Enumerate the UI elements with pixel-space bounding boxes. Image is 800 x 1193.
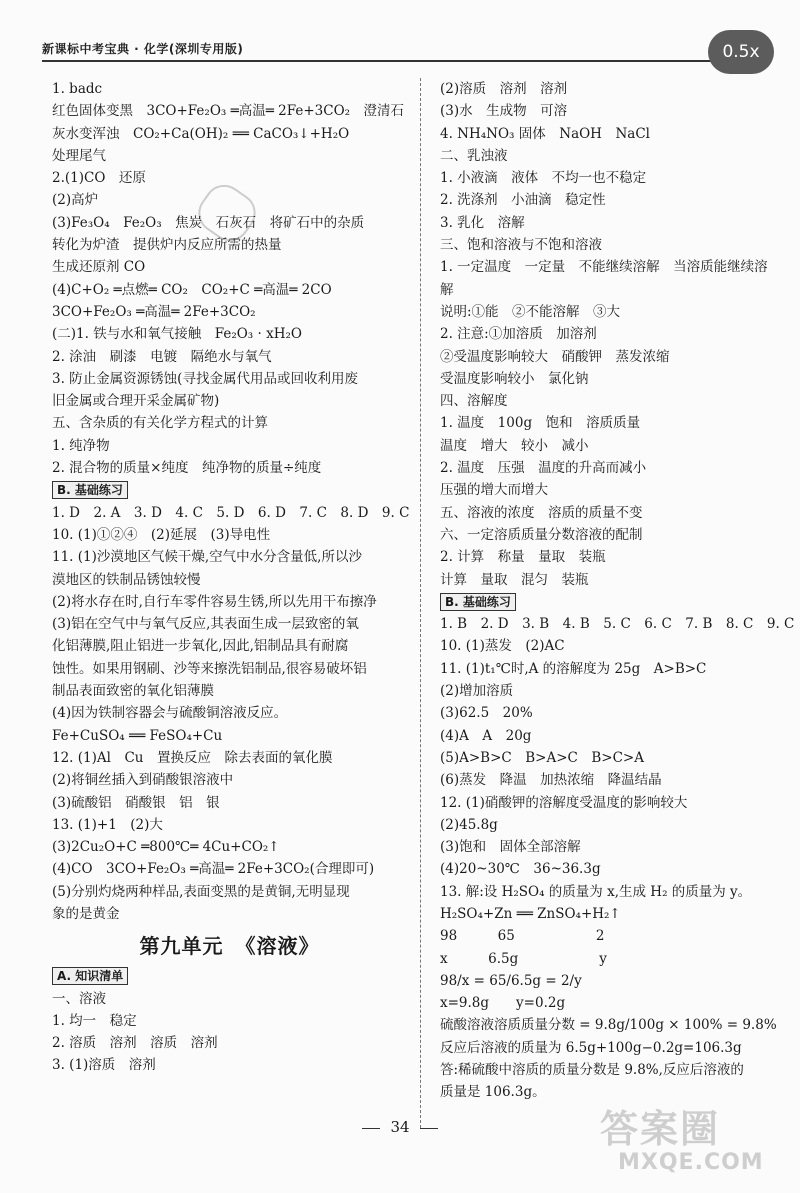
right-column-line: 六、一定溶质质量分数溶液的配制 [440,526,643,543]
left-column-line: 1. 纯净物 [52,437,110,454]
right-column-line: 说明:①能 ②不能溶解 ③大 [440,303,621,320]
right-column-line: 2. 注意:①加溶质 加溶剂 [440,326,597,343]
right-column-line: 四、溶解度 [440,393,508,410]
left-column-line: (2)将水存在时,自行车零件容易生锈,所以先用干布擦净 [52,593,377,610]
right-column-line: 二、乳浊液 [440,147,508,164]
left-column-line: 1. 均一 稳定 [52,1012,137,1029]
left-column-line: 13. (1)+1 (2)大 [52,816,163,833]
left-column-line: 3. (1)溶质 溶剂 [52,1057,156,1074]
left-column-line: 12. (1)Al Cu 置换反应 除去表面的氧化膜 [52,749,333,766]
right-column-line: 12. (1)硝酸钾的溶解度受温度的影响较大 [440,794,688,811]
right-column-line: x=9.8g y=0.2g [440,995,566,1012]
right-column-line: 压强的增大而增大 [440,482,548,499]
left-column-line: 漠地区的铁制品锈蚀较慢 [52,571,201,588]
left-column-line: (二)1. 铁与水和氧气接触 Fe₂O₃ · xH₂O [52,326,302,343]
left-column-line: (2)高炉 [52,192,99,209]
right-column-line: ②受温度影响较大 硝酸钾 蒸发浓缩 [440,348,670,365]
left-column-line: 象的是黄金 [52,905,120,922]
right-column-line: 98 65 2 [440,928,605,945]
column-divider [420,78,421,1128]
right-column-line: (2)溶质 溶剂 溶剂 [440,81,568,97]
right-column-line: 受温度影响较小 氯化钠 [440,370,589,387]
right-column-line: 反应后溶液的质量为 6.5g+100g−0.2g=106.3g [440,1039,742,1056]
left-column [52,78,410,1077]
right-column-line: 1. B 2. D 3. B 4. B 5. C 6. C 7. B 8. C 9. C [440,616,795,633]
right-column-line: 13. 解:设 H₂SO₄ 的质量为 x,生成 H₂ 的质量为 y。 [440,883,752,900]
unit-title-part: 第九单元 [139,934,224,959]
unit-title-part: 《溶液》 [235,934,320,959]
right-column [440,78,795,1104]
right-column-line: (3)62.5 20% [440,705,533,722]
right-column-line: x 6.5g y [440,950,607,967]
left-column-line: 一、溶液 [52,990,106,1007]
header-title: 新课标中考宝典 · 化学(深圳专用版) [42,42,244,56]
right-column-line: 4. NH₄NO₃ 固体 NaOH NaCl [440,125,650,142]
right-column-line: 质量是 106.3g。 [440,1084,546,1101]
zoom-level-badge[interactable]: 0.5x [708,30,774,74]
watermark-logo: 答案圈 [600,1107,721,1151]
left-column-line: (2)将铜丝插入到硝酸银溶液中 [52,772,234,789]
left-column-line: 转化为炉渣 提供炉内反应所需的热量 [52,237,282,254]
left-column-line: (5)分别灼烧两种样品,表面变黑的是黄铜,无明显现 [52,883,350,900]
section-tag-label: B. 基础练习 [440,593,516,611]
left-column-line: 1. D 2. A 3. D 4. C 5. D 6. D 7. C 8. D 9. C [52,504,410,521]
right-column-line: 2. 洗涤剂 小油滴 稳定性 [440,192,606,209]
left-column-line: (3)2Cu₂O+C ═800℃═ 4Cu+CO₂↑ [52,839,280,856]
right-column-line: 计算 量取 混匀 装瓶 [440,571,589,588]
right-column-line: 硫酸溶液溶质质量分数 = 9.8g/100g × 100% = 9.8% [440,1017,777,1034]
right-column-line: 温度 增大 较小 减小 [440,437,589,454]
right-column-line: (3)饱和 固体全部溶解 [440,839,581,856]
right-column-line: (5)A>B>C B>A>C B>C>A [440,749,644,766]
section-tag-label: A. 知识清单 [52,967,128,985]
right-column-line: 1. 温度 100g 饱和 溶质质量 [440,415,641,432]
right-column-line: 解 [440,281,454,298]
left-column-line: 化铝薄膜,阻止铝进一步氧化,因此,铝制品具有耐腐 [52,638,349,655]
right-column-line: 五、溶液的浓度 溶质的质量不变 [440,504,643,521]
right-column-line: 2. 计算 称量 量取 装瓶 [440,549,606,566]
left-column-line: (4)C+O₂ ═点燃═ CO₂ CO₂+C ═高温═ 2CO [52,281,332,298]
right-column-line: H₂SO₄+Zn ══ ZnSO₄+H₂↑ [440,905,621,922]
left-column-line: 3. 防止金属资源锈蚀(寻找金属代用品或回收利用废 [52,370,358,387]
left-column-line: Fe+CuSO₄ ══ FeSO₄+Cu [52,727,223,744]
right-column-line: 98/x = 65/6.5g = 2/y [440,972,582,989]
right-column-line: 11. (1)t₁℃时,A 的溶解度为 25g A>B>C [440,660,707,677]
section-tag [52,479,407,501]
page-number: 34 [0,1118,800,1136]
right-column-line: (2)45.8g [440,816,498,833]
left-column-line: 3CO+Fe₂O₃ ═高温═ 2Fe+3CO₂ [52,303,256,320]
right-column-line: 1. 一定温度 一定量 不能继续溶解 当溶质能继续溶 [440,259,768,276]
right-column-line: (4)20~30℃ 36~36.3g [440,861,601,878]
page-header [42,38,762,60]
header-rule [42,60,752,62]
section-tag-label: B. 基础练习 [52,481,128,499]
left-column-line: (3)硫酸铝 硝酸银 铝 银 [52,794,220,811]
left-column-line: 红色固体变黑 3CO+Fe₂O₃ ═高温═ 2Fe+3CO₂ 澄清石 [52,103,405,120]
right-column-line: (3)水 生成物 可溶 [440,103,568,120]
section-tag [52,965,407,987]
left-column-line: 生成还原剂 CO [52,259,146,276]
left-column-line: 11. (1)沙漠地区气候干燥,空气中水分含量低,所以沙 [52,549,362,566]
watermark-url: MXQE.COM [618,1150,764,1175]
right-column-line: (4)A A 20g [440,727,532,744]
right-column-line: (6)蒸发 降温 加热浓缩 降温结晶 [440,772,662,789]
right-column-line: 2. 温度 压强 温度的升高而减小 [440,460,647,477]
left-column-line: (3)铝在空气中与氧气反应,其表面生成一层致密的氧 [52,616,359,633]
left-column-line: (3)Fe₃O₄ Fe₂O₃ 焦炭 石灰石 将矿石中的杂质 [52,214,365,231]
left-column-line: 制品表面致密的氧化铝薄膜 [52,683,214,700]
left-column-line: 2. 混合物的质量×纯度 纯净物的质量÷纯度 [52,460,322,477]
right-column-line: 3. 乳化 溶解 [440,214,525,231]
right-column-line: 三、饱和溶液与不饱和溶液 [440,237,602,254]
right-column-line: (2)增加溶质 [440,683,514,700]
left-column-line: 五、含杂质的有关化学方程式的计算 [52,415,268,432]
left-column-line: 灰水变浑浊 CO₂+Ca(OH)₂ ══ CaCO₃↓+H₂O [52,125,350,142]
left-column-line: (4)因为铁制容器会与硫酸铜溶液反应。 [52,705,288,722]
right-column-line: 10. (1)蒸发 (2)AC [440,638,565,655]
right-column-line: 1. 小液滴 液体 不均一也不稳定 [440,170,647,187]
right-column-line: 答:稀硫酸中溶质的质量分数是 9.8%,反应后溶液的 [440,1062,744,1079]
left-column-line: 处理尾气 [52,147,106,164]
left-column-line: 旧金属或合理开采金属矿物) [52,393,220,410]
left-column-line: 2. 溶质 溶剂 溶质 溶剂 [52,1035,218,1052]
left-column-line: 2.(1)CO 还原 [52,170,146,187]
left-column-line: (4)CO 3CO+Fe₂O₃ ═高温═ 2Fe+3CO₂(合理即可) [52,861,375,878]
section-tag [440,591,770,613]
left-column-line: 2. 涂油 刷漆 电镀 隔绝水与氧气 [52,348,272,365]
left-column-line: 蚀性。如果用钢刷、沙等来擦洗铝制品,很容易破坏铝 [52,660,367,677]
left-column-line: 10. (1)①②④ (2)延展 (3)导电性 [52,526,271,543]
unit-title [52,929,407,963]
left-column-line: 1. badc [52,81,103,97]
